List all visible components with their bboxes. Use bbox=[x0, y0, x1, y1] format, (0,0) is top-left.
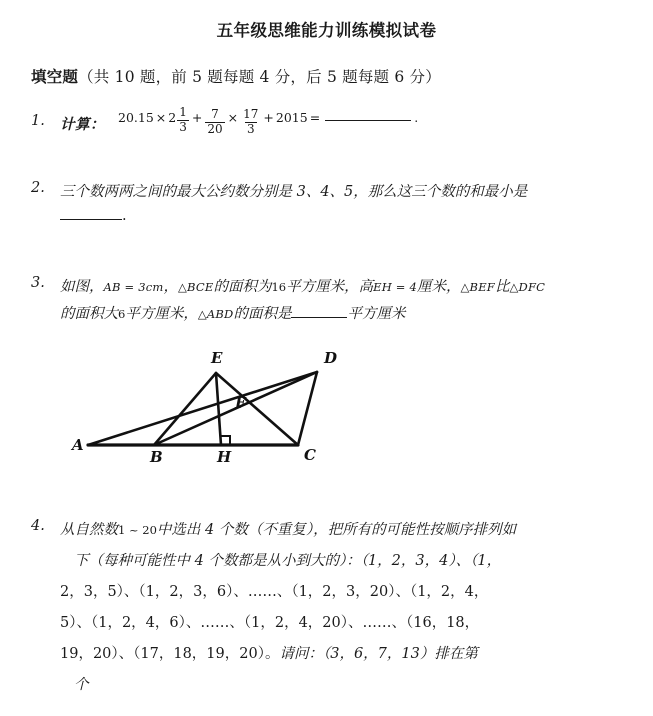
q3-l2-text-b: 平方厘米， bbox=[125, 306, 198, 322]
fraction-2-numerator: 7 bbox=[211, 107, 219, 121]
question-4-line-3: 2，3，5）、（1，2，3，6）、……、（1，2，3，20）、（1，2，4， bbox=[60, 584, 489, 600]
q3-l2-text-d: 平方厘米 bbox=[347, 306, 406, 322]
question-2-period: . bbox=[122, 208, 127, 224]
q3-value-area-bce: 16 bbox=[271, 280, 287, 294]
question-1-formula bbox=[118, 105, 419, 141]
formula-fraction-2 bbox=[205, 108, 224, 137]
vertex-label-f: F bbox=[235, 394, 246, 412]
q3-l2-text-a: 的面积大 bbox=[60, 306, 118, 322]
vertex-label-a: A bbox=[72, 436, 84, 454]
q4-text-b: 中选出 4 个数（不重复），把所有的可能性按顺序排列如 bbox=[156, 522, 517, 538]
section-heading-bold: 填空题 bbox=[31, 67, 79, 86]
q4-text-a: 从自然数 bbox=[60, 522, 118, 538]
formula-term-last: 2015 bbox=[275, 110, 308, 125]
question-4-line-5 bbox=[60, 642, 478, 663]
formula-equals: = bbox=[309, 110, 321, 125]
question-4-line-2: 下（每种可能性中 4 个数都是从小到大的）：（1，2，3，4）、（1， bbox=[74, 553, 502, 569]
q3-text-c: 的面积为 bbox=[213, 279, 272, 295]
q3-symbol-triangle-abd: △ABD bbox=[197, 307, 234, 321]
question-4-line-4: 5）、（1，2，4，6）、……、（1，2，4，20）、……、（16，18， bbox=[60, 615, 480, 631]
segment-AD bbox=[88, 372, 317, 445]
q3-symbol-ab: AB = 3cm bbox=[103, 280, 164, 294]
geometry-figure-svg bbox=[70, 342, 370, 482]
fraction-2-denominator: 20 bbox=[207, 121, 223, 136]
vertex-label-h: H bbox=[217, 448, 232, 466]
section-heading bbox=[31, 65, 441, 87]
answer-blank-q3[interactable] bbox=[291, 305, 347, 318]
segment-EC bbox=[216, 373, 298, 445]
q3-text-e: 厘米， bbox=[417, 279, 461, 295]
question-3-line-2 bbox=[60, 302, 405, 323]
segment-EH bbox=[216, 373, 221, 445]
q3-l2-text-c: 的面积是 bbox=[233, 306, 292, 322]
question-1-number: 1. bbox=[31, 113, 45, 129]
q3-text-f: 比 bbox=[495, 279, 510, 295]
q3-text-b: ， bbox=[163, 279, 178, 295]
q4-l5-sequence-tail: 19，20）、（17，18，19，20）。 bbox=[60, 646, 280, 662]
q3-value-area-diff: 6 bbox=[118, 307, 126, 321]
vertex-label-d: D bbox=[324, 349, 338, 367]
q3-symbol-triangle-dfc: △DFC bbox=[509, 280, 546, 294]
formula-fraction-3 bbox=[241, 108, 260, 137]
question-4-line-6: 个 bbox=[74, 677, 89, 693]
answer-blank-q1[interactable] bbox=[325, 109, 411, 121]
mixed-whole-part: 2 bbox=[168, 110, 177, 125]
formula-times-2: × bbox=[227, 110, 239, 125]
question-1-label: 计算： bbox=[60, 116, 105, 133]
q3-symbol-eh: EH = 4 bbox=[373, 280, 418, 294]
vertex-label-c: C bbox=[304, 446, 316, 464]
formula-times-1: × bbox=[155, 110, 167, 125]
q3-symbol-triangle-bef: △BEF bbox=[460, 280, 495, 294]
formula-mixed-number bbox=[168, 105, 190, 139]
figure-segments bbox=[88, 372, 317, 445]
question-2-line-1: 三个数两两之间的最大公约数分别是 3、4、5，那么这三个数的和最小是 bbox=[60, 184, 528, 200]
vertex-label-e: E bbox=[211, 349, 223, 367]
fraction-3-denominator: 3 bbox=[246, 121, 255, 136]
question-2-line-2 bbox=[60, 207, 127, 224]
formula-plus-1: + bbox=[191, 110, 203, 125]
question-3-line-1 bbox=[60, 275, 545, 296]
fraction-3-numerator: 17 bbox=[243, 107, 259, 121]
q4-l5-question: 请问：（3，6，7，13）排在第 bbox=[279, 646, 478, 662]
section-heading-rest: （共 10 题，前 5 题每题 4 分，后 5 题每题 6 分） bbox=[78, 68, 441, 86]
vertex-label-b: B bbox=[150, 448, 163, 466]
q3-text-d: 平方厘米，高 bbox=[286, 279, 374, 295]
question-4-number: 4. bbox=[31, 518, 45, 534]
segment-BE bbox=[154, 373, 216, 445]
formula-period: . bbox=[414, 110, 419, 125]
q3-text-a: 如图， bbox=[60, 279, 104, 295]
formula-plus-2: + bbox=[263, 110, 274, 125]
question-4-line-1 bbox=[60, 518, 516, 539]
mixed-numerator: 1 bbox=[179, 105, 187, 119]
question-2-number: 2. bbox=[31, 180, 45, 196]
q3-symbol-triangle-bce: △BCE bbox=[177, 280, 214, 294]
mixed-fraction-part bbox=[177, 106, 189, 135]
question-3-number: 3. bbox=[31, 275, 45, 291]
formula-term-1: 20.15 bbox=[118, 110, 154, 125]
page-title: 五年级思维能力训练模拟试卷 bbox=[216, 21, 437, 40]
mixed-denominator: 3 bbox=[179, 119, 187, 134]
segment-DC bbox=[298, 372, 317, 445]
answer-blank-q2[interactable] bbox=[60, 207, 122, 220]
q4-number-range: 1 ~ 20 bbox=[118, 523, 157, 537]
geometry-diagram bbox=[70, 342, 370, 482]
